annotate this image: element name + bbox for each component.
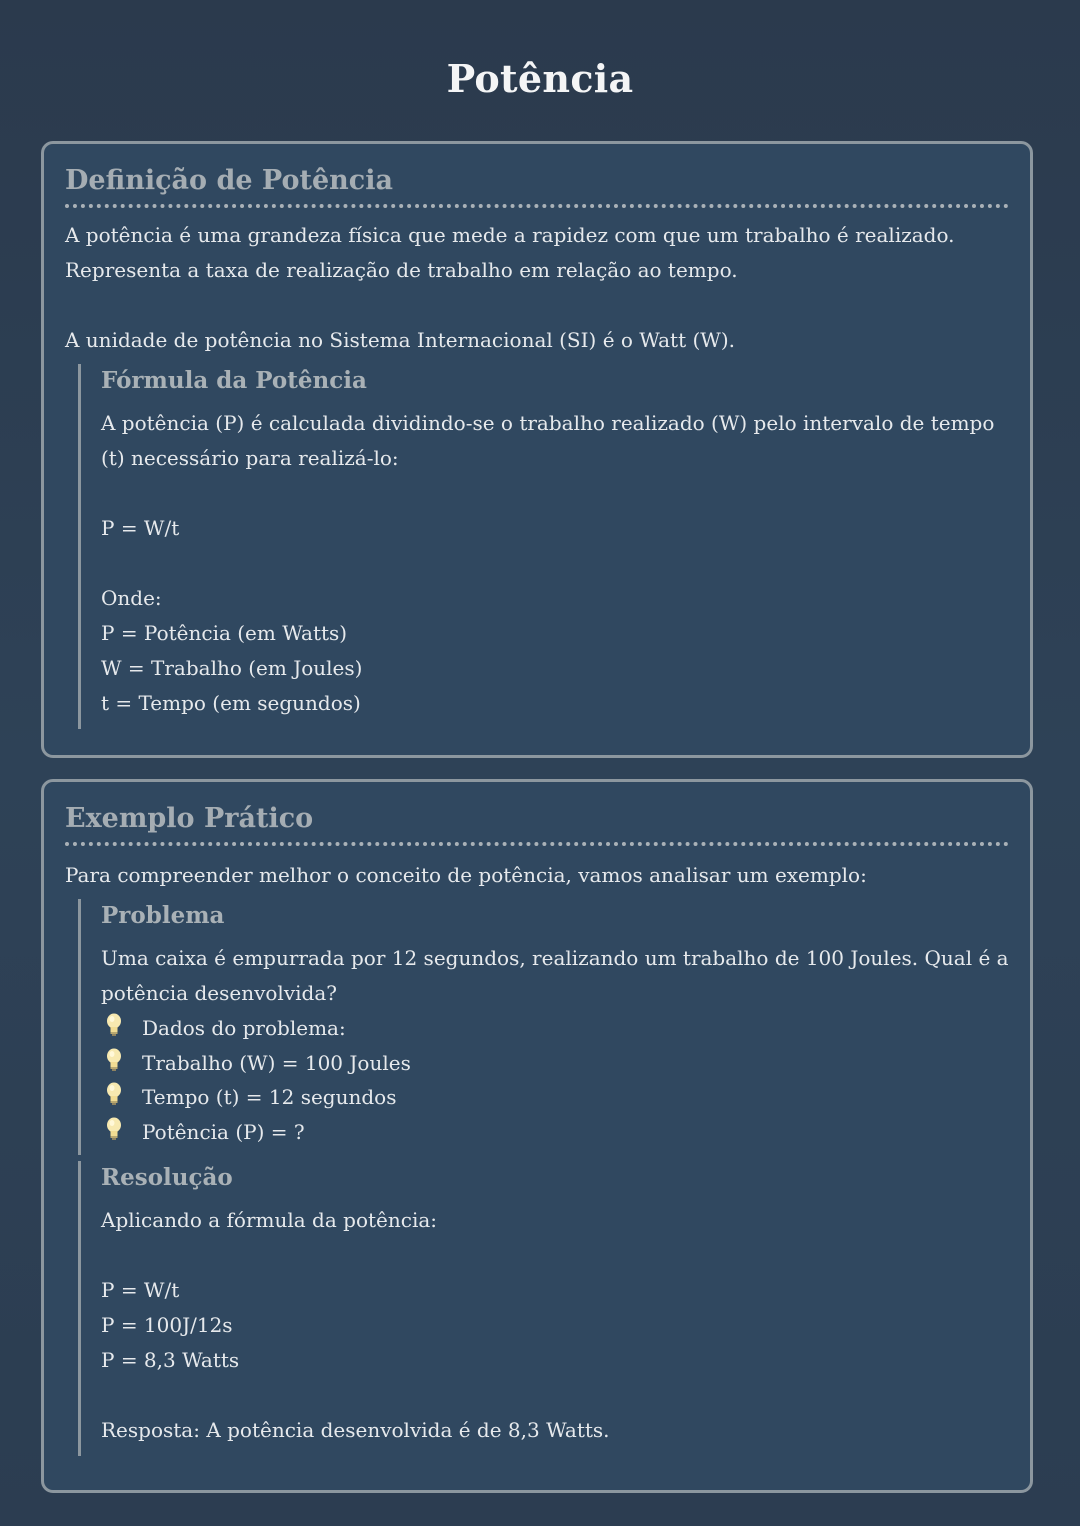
solution-step-1: P = W/t <box>101 1278 180 1302</box>
problem-text-line-2: potência desenvolvida? <box>101 981 337 1005</box>
lightbulb-icon <box>104 1082 124 1106</box>
si-unit-text: A unidade de potência no Sistema Internacional (SI) é o Watt (W). <box>65 328 735 352</box>
formula-heading: Fórmula da Potência <box>101 367 367 394</box>
problem-data-power: Potência (P) = ? <box>142 1119 305 1144</box>
list-item <box>101 1115 1009 1150</box>
problem-data-list <box>101 1011 1009 1155</box>
solution-intro: Aplicando a fórmula da potência: <box>101 1208 437 1232</box>
formula-block <box>78 364 1009 729</box>
problem-data-label: Dados do problema: <box>142 1016 346 1040</box>
list-item <box>101 1011 1009 1046</box>
solution-block <box>78 1161 1009 1456</box>
problem-block <box>78 899 1009 1155</box>
definition-text-line-2: Representa a taxa de realização de trabalho em relação ao tempo. <box>65 258 738 282</box>
definition-heading: Definição de Potência <box>65 144 1009 208</box>
solution-step-2: P = 100J/12s <box>101 1313 233 1337</box>
where-label: Onde: <box>101 586 162 610</box>
example-heading: Exemplo Prático <box>65 782 1009 846</box>
problem-data-time: Tempo (t) = 12 segundos <box>142 1085 397 1109</box>
list-item <box>101 1046 1009 1081</box>
formula-var-power: P = Potência (em Watts) <box>101 621 348 645</box>
lightbulb-icon <box>104 1117 124 1141</box>
example-card <box>41 779 1033 1493</box>
definition-card <box>41 141 1033 758</box>
definition-text-line-1: A potência é uma grandeza física que mede a rapidez com que um trabalho é realizado. <box>65 223 955 247</box>
list-item <box>101 1080 1009 1115</box>
lightbulb-icon <box>104 1013 124 1037</box>
formula-var-time: t = Tempo (em segundos) <box>101 691 361 715</box>
solution-step-3: P = 8,3 Watts <box>101 1348 240 1372</box>
formula-var-work: W = Trabalho (em Joules) <box>101 656 363 680</box>
page-title: Potência <box>446 56 634 101</box>
solution-answer: Resposta: A potência desenvolvida é de 8,3 Watts. <box>101 1418 610 1442</box>
formula-text-line-1: A potência (P) é calculada dividindo-se o trabalho realizado (W) pelo intervalo de tempo <box>101 411 995 435</box>
lightbulb-icon <box>104 1048 124 1072</box>
problem-data-work: Trabalho (W) = 100 Joules <box>142 1050 411 1075</box>
formula-text-line-2: (t) necessário para realizá-lo: <box>101 446 399 470</box>
solution-heading: Resolução <box>101 1164 233 1191</box>
formula-equation: P = W/t <box>101 516 180 540</box>
problem-text-line-1: Uma caixa é empurrada por 12 segundos, realizando um trabalho de 100 Joules. Qual é a <box>101 946 1009 970</box>
problem-heading: Problema <box>101 902 225 929</box>
example-intro: Para compreender melhor o conceito de potência, vamos analisar um exemplo: <box>65 863 867 887</box>
